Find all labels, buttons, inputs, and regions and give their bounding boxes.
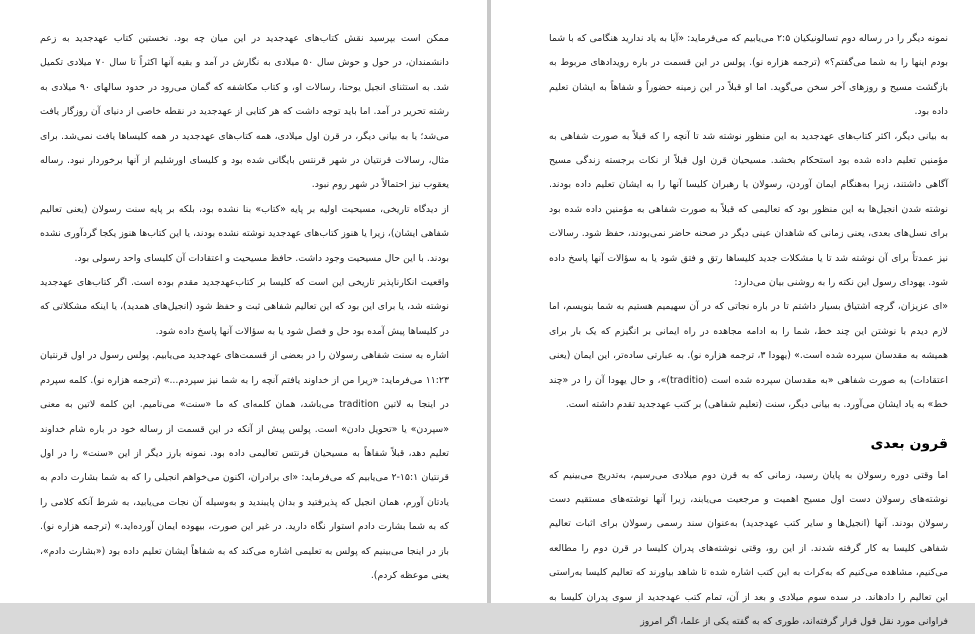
right-page — [491, 0, 975, 603]
paragraph: اشاره به سنت شفاهی رسولان را در بعضی از قسمت‌های عهدجدید می‌یابیم. پولس رسول در اول قرنتیان ۱۱:۲۳ می‌فرماید: «زیرا من از خداوند یافتم آنچه را به شما نیز سپردم...» (ترجمه هزاره نو). کلمه سپردم در اینجا به لاتین tradition می‌باشد، همان کلمه‌ای که ما «سنت» می‌نامیم. این کلمه لاتین به معنی «سپردن» یا «تحویل دادن» است. پولس پیش از آنکه در این قسمت از رساله خود در باره شام خداوند تعلیم دهد، قبلاً شفاهاً به مسیحیان قرنتس تعالیمی داده بود. نمونه بارز دیگر از این «سنت» را در اول قرنتیان ۱۵:۱-۲ می‌یابیم که می‌فرماید: «ای برادران، اکنون می‌خواهم انجیلی را که به شما بشارت دادم به یادتان آورم، همان انجیل که پذیرفتید و بدان پایبندید و به‌وسیله آن نجات می‌یابید، به شرط آنکه کلامی را که به شما بشارت دادم استوار نگاه دارید. در غیر این صورت، بیهوده ایمان آورده‌اید.» (ترجمه هزاره نو). باز در اینجا می‌بینیم که پولس به تعلیمی اشاره می‌کند که به شفاهاً ایشان تعلیم داده بود («بشارت دادم»، یعنی موعظه کردم). — [40, 344, 449, 588]
paragraph: ممکن است بپرسید نقش کتاب‌های عهدجدید در این میان چه بود. نخستین کتاب عهدجدید به زعم دانشمندان، در حول و حوش سال ۵۰ میلادی به نگارش در آمد و بقیه آنها اکثراً تا سال ۷۰ میلادی تکمیل شد. به استثنای انجیل یوحنا، رسالات او، و کتاب مکاشفه که گمان می‌رود در حدود سالهای ۹۰ میلادی به رشته تحریر در آمد. اما باید توجه داشت که هر کتابی از عهدجدید در نقطه خاصی از دنیای آن روزگار یافت می‌شد؛ یا به بیانی دیگر، در قرن اول میلادی، همه کتاب‌های عهدجدید در همه کلیساها یافت نمی‌شد. برای مثال، رسالات قرنتیان در شهر قرنتس بایگانی شده بود و کلیسای اورشلیم از آنها برخوردار نبود. رساله یعقوب نیز احتمالاً در شهر روم نبود. — [40, 27, 449, 198]
paragraph: به بیانی دیگر، اکثر کتاب‌های عهدجدید به این منظور نوشته شد تا آنچه را که قبلاً به صورت شفاهی به مؤمنین تعلیم داده شده بود استحکام بخشد. مسیحیان قرن اول قبلاً از نکات برجسته زندگی مسیح آگاهی داشتند، زیرا به‌هنگام ایمان آوردن، رسولان یا رهبران کلیسا آنها را به ایشان تعلیم داده بودند. نوشته شدن انجیل‌ها به این منظور بود که تعالیمی که قبلاً به صورت شفاهی به مؤمنین داده شده بود برای نسل‌های بعدی، یعنی زمانی که شاهدان عینی دیگر در صحنه حاضر نمی‌بودند، حفظ شود. رسالات نیز عمدتاً برای آن نوشته شد تا یا مشکلات جدید کلیساها رتق و فتق شود یا به سؤالات آنها پاسخ داده شود. یهودای رسول این نکته را به روشنی بیان می‌دارد: — [549, 125, 948, 296]
left-page — [0, 0, 487, 603]
paragraph: واقعیت انکارناپذیر تاریخی این است که کلیسا بر کتاب‌عهدجدید مقدم بوده است. اگر کتاب‌های عهدجدید نوشته شد، یا برای این بود که این تعالیم شفاهی ثبت و حفظ شود (انجیل‌های همدید)، یا اینکه مشکلاتی که در کلیساها پیش آمده بود حل و فصل شود یا به سؤالات آنها پاسخ داده شود. — [40, 271, 449, 344]
paragraph: «ای عزیزان، گرچه اشتیاق بسیار داشتم تا در باره نجاتی که در آن سهیمیم هستیم به شما بنویسم، اما لازم دیدم با نوشتن این چند خط، شما را به ادامه مجاهده در راه ایمانی بر انگیزم که یک بار برای همیشه به مقدسان سپرده شده است.» (یهودا ۳، ترجمه هزاره نو). به عبارتی ساده‌تر، این ایمان (یعنی اعتقادات) به صورت شفاهی «به مقدسان سپرده شده است (traditio)»، و حال یهودا آن را در «چند خط» به یاد ایشان می‌آورد. به بیانی دیگر، سنت (تعلیم شفاهی) بر کتب عهدجدید تقدم داشته است. — [549, 295, 948, 417]
section-heading: قرون بعدی — [549, 436, 948, 452]
paragraph: از دیدگاه تاریخی، مسیحیت اولیه بر پایه «کتاب» بنا نشده بود، بلکه بر پایه سنت رسولان (یعنی تعالیم شفاهی ایشان)، زیرا یا هنوز کتاب‌های عهدجدید نوشته نشده بودند، یا این کتاب‌ها هنوز یکجا گردآوری نشده بودند. با این حال مسیحیت وجود داشت. حافظ مسیحیت و اعتقادات آن کلیسای واحد رسولی بود. — [40, 198, 449, 271]
paragraph: نمونه دیگر را در رساله دوم تسالونیکیان ۲:۵ می‌یابیم که می‌فرماید: «آیا به یاد ندارید هنگامی که با شما بودم اینها را به شما می‌گفتم؟» (ترجمه هزاره نو). پولس در این قسمت در باره رویدادهای مربوط به بازگشت مسیح و روزهای آخر سخن می‌گوید. اما او قبلاً در این زمینه حضوراً و شفاهاً به ایشان تعلیم داده بود. — [549, 27, 948, 125]
paragraph: اما وقتی دوره رسولان به پایان رسید، زمانی که به قرن دوم میلادی می‌رسیم، به‌تدریج می‌بینیم که نوشته‌های رسولان دست اول مسیح اهمیت و مرجعیت می‌یابند، زیرا آنها نوشته‌های مستقیم دست رسولان بودند. آنها (انجیل‌ها و سایر کتب عهدجدید) به‌عنوان سند رسمی رسولان برای اثبات تعالیم شفاهی کلیسا به کار گرفته شدند. از این رو، وقتی نوشته‌های پدران کلیسا در قرن دوم را مطالعه می‌کنیم، مشاهده می‌کنیم که به‌کرات به این کتب اشاره شده تا شاهد بیاورند که تعالیم کلیسا به‌راستی این تعالیم را دادهاند. در سده سوم میلادی و بعد از آن، تمام کتب عهدجدید از سوی پدران کلیسا به فراوانی مورد نقل قول قرار گرفته‌اند، طوری که به گفته یکی از علما، اگر امروز — [549, 464, 948, 634]
